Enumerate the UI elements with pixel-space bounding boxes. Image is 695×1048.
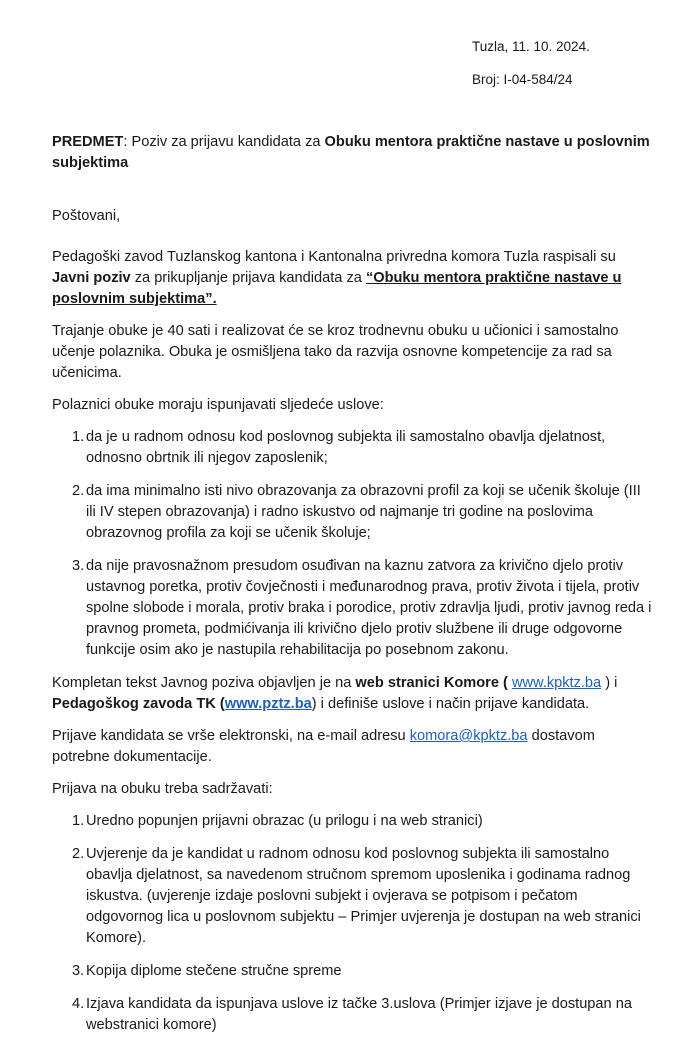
fulltext-komora-label: web stranici Komore ( (355, 675, 508, 691)
list-item (52, 961, 652, 982)
fulltext-text-1: Kompletan tekst Javnog poziva objavljen je na (52, 675, 356, 691)
list-item-number: 1. (72, 813, 85, 829)
intro-text-1: Pedagoški zavod Tuzlanskog kantona i Kantonalna privredna komora Tuzla raspisali su (52, 249, 616, 265)
document-date: Tuzla, 11. 10. 2024. (472, 39, 590, 54)
list-item (52, 427, 652, 469)
list-item (52, 481, 652, 544)
list-item-number: 3. (72, 963, 85, 979)
list-item-number: 2. (72, 483, 85, 499)
fulltext-paragraph (52, 673, 652, 715)
subject-text: : Poziv za prijavu kandidata za (123, 134, 325, 150)
duration-paragraph: Trajanje obuke je 40 sati i realizovat će se kroz trodnevnu obuku u učionici i samostalno učenje polaznika. Obuka je osmišljena tako da razvija osnovne kompetencije za rad sa učenicima. (52, 323, 619, 381)
list-item-number: 4. (72, 996, 85, 1012)
intro-paragraph (52, 247, 652, 310)
intro-text-2: za prikupljanje prijava kandidata za (130, 270, 366, 286)
list-item-number: 1. (72, 429, 85, 445)
list-item-text: Uredno popunjen prijavni obrazac (u prilogu i na web stranici) (86, 813, 483, 829)
list-item-text: Izjava kandidata da ispunjava uslove iz tačke 3.uslova (Primjer izjave je dostupan na webstranici komore) (86, 996, 632, 1033)
pztz-link[interactable]: www.pztz.ba (224, 696, 312, 712)
document-number: Broj: I-04-584/24 (472, 72, 573, 87)
list-item-number: 2. (72, 846, 85, 862)
subject-title: Obuku mentora praktične nastave u poslovnim subjektima (52, 134, 650, 171)
conditions-intro: Polaznici obuke moraju ispunjavati sljedeće uslove: (52, 397, 384, 413)
list-item (52, 844, 652, 949)
contents-intro: Prijava na obuku treba sadržavati: (52, 781, 273, 797)
fulltext-zavod-label: Pedagoškog zavoda TK ( (52, 696, 225, 712)
applications-paragraph (52, 726, 652, 768)
list-item-text: Kopija diplome stečene stručne spreme (86, 963, 342, 979)
fulltext-text-3: ) i definiše uslove i način prijave kandidata. (311, 696, 590, 712)
list-item-text: Uvjerenje da je kandidat u radnom odnosu kod poslovnog subjekta ili samostalno obavlja djelatnost, sa navedenom stručnom spremom uposlenika i godinama radnog iskustva. (uvjerenje izdaje poslovni subjekt i ovjerava se potpisom i pečatom odgovornog lica u poslovnom subjektu – Primjer uvjerenja je dostupan na web stranici Komore). (86, 846, 641, 946)
list-item (52, 811, 652, 832)
list-item (52, 994, 652, 1036)
intro-javni-poziv: Javni poziv (52, 270, 131, 286)
applications-text-2: dostavom potrebne dokumentacije. (52, 728, 595, 765)
fulltext-text-2: ) i (605, 675, 618, 691)
list-item-text: da ima minimalno isti nivo obrazovanja za obrazovni profil za koji se učenik školuje (III ili IV stepen obrazovanja) i radno iskustvo od najmanje tri godine na poslovima obrazovnog profila za koji se učenik školuje; (86, 483, 641, 541)
list-item-text: da nije pravosnažnom presudom osuđivan na kaznu zatvora za krivično djelo protiv ustavnog poretka, protiv čovječnosti i međunarodnog prava, protiv života i tijela, protiv spolne slobode i morala, protiv braka i porodice, protiv zdravlja ljudi, protiv javnog reda i pravnog prometa, podmićivanja ili krivično djelo protiv službene ili druge odgovorne funkcije osim ako je nastupila rehabilitacija po posebnom zakonu. (86, 558, 652, 658)
contents-list (52, 811, 652, 1036)
list-item (52, 556, 652, 661)
document-body (52, 132, 652, 1048)
applications-text-1: Prijave kandidata se vrše elektronski, na e-mail adresu (52, 728, 410, 744)
greeting: Poštovani, (52, 208, 121, 224)
kpktz-link[interactable]: www.kpktz.ba (511, 675, 602, 691)
list-item-number: 3. (72, 558, 85, 574)
subject-line (52, 132, 652, 174)
list-item-text: da je u radnom odnosu kod poslovnog subjekta ili samostalno obavlja djelatnost, odnosno obrtnik ili njegov zaposlenik; (86, 429, 606, 466)
subject-label: PREDMET (52, 134, 124, 150)
email-link[interactable]: komora@kpktz.ba (409, 728, 528, 744)
intro-training-title: “Obuku mentora praktične nastave u poslovnim subjektima”. (52, 270, 622, 307)
conditions-list (52, 427, 652, 661)
